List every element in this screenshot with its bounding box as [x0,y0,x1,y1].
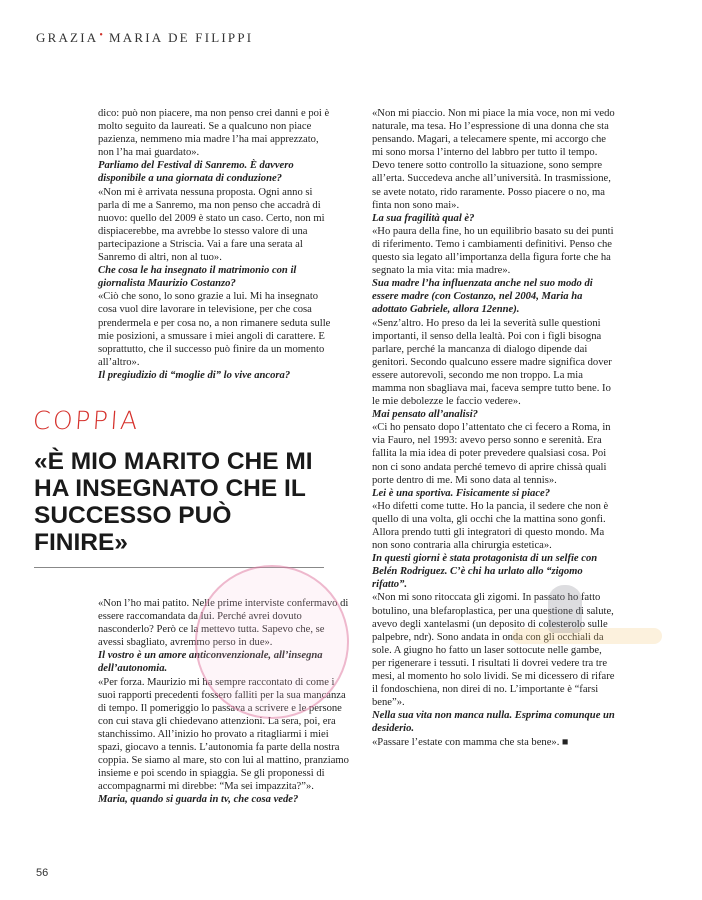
section-label: COPPIA [31,406,141,435]
question-paragraph: Il pregiudizio di “moglie di” lo vive ancora? [98,369,291,381]
magazine-brand: GRAZIA [36,30,99,45]
article-subject: MARIA DE FILIPPI [109,30,254,45]
question-paragraph: In questi giorni è stata protagonista di un selfie con Belén Rodriguez. C’è chi ha urlato allo “zigomo rifatto”. [372,553,598,591]
question-paragraph: Mai pensato all’analisi? [372,409,478,421]
answer-paragraph: «Non l’ho mai patito. Nelle prime interviste confermavo di essere raccomandata da lui. Perché avrei dovuto nasconderlo? Però ce la mettevo tutta. Sapevo che, se avessi sbagliato, avremmo perso in due». [98,598,349,649]
answer-paragraph: «Non mi è arrivata nessuna proposta. Ogni anno si parla di me a Sanremo, ma non penso che accadrà di nuovo: quello del 2009 è stato un caso. Certo, non mi dispiacerebbe, ma avrebbe lo stesso valore di una partecipazione a Striscia. Vai a fare una serata al Sanremo di altri, non al tuo». [98,186,325,264]
answer-paragraph: «Per forza. Maurizio mi ha sempre raccontato di come i suoi rapporti precedenti fossero falliti per la sua mancanza di tempo. Il pomeriggio lo passava a scrivere e le persone con cui stava gli chiedevano attenzioni. La sera, poi, era stanchissimo. All’inizio ho provato a ritagliarmi i miei spazi, giocavo a tennis. L’autonomia fa parte della nostra coppia. Se siamo al mare, sto con lui al mattino, pranziamo insieme e poi scendo in spiaggia. Se gli proponessi di accompagnarmi mi direbbe: “Ma sei impazzita?”». [98,676,349,793]
answer-paragraph: dico: può non piacere, ma non penso crei danni e poi è molto seguito da laureati. Se a qualcuno non piace pazienza, nemmeno mia madre l’ha mai apprezzato, non l’ha mai guardato». [98,108,330,159]
header-dot: • [99,30,106,41]
question-paragraph: Parliamo del Festival di Sanremo. È davvero disponibile a una giornata di conduzione? [98,160,294,185]
headline-divider [34,567,324,568]
question-paragraph: Lei è una sportiva. Fisicamente si piace? [372,487,551,499]
question-paragraph: Nella sua vita non manca nulla. Esprima comunque un desiderio. [372,710,615,735]
answer-paragraph: «Passare l’estate con mamma che sta bene». ■ [372,736,569,748]
answer-paragraph: «Ci ho pensato dopo l’attentato che ci fecero a Roma, in via Fauro, nel 1993: avevo perso sonno e serenità. Era fallita la mia idea di poter prevedere qualsiasi cosa. Poi non ci sono andata perché temevo di aprire chissà quali porte dentro di me. Mi sono data al tennis». [372,422,611,486]
answer-paragraph: «Ho difetti come tutte. Ho la pancia, il sedere che non è quello di una volta, gli occhi che la mattina sono gonfi. Allora prendo tutti gli integratori di questo mondo. Ma non sono contraria alla chirurgia estetica». [372,500,609,552]
answer-paragraph: «Ciò che sono, lo sono grazie a lui. Mi ha insegnato cosa vuol dire lavorare in televisione, per che cosa prendermela e per cosa no, a non rimanere seduta sulle mie posizioni, a smussare i miei angoli di carattere. E soprattutto, che il successo può finire da un momento all’altro». [98,291,331,368]
pull-quote-headline: «È MIO MARITO CHE MI HA INSEGNATO CHE IL SUCCESSO PUÒ FINIRE» [34,448,313,556]
text-column-1 [98,107,336,382]
text-column-3 [372,107,616,749]
page-number: 56 [36,867,49,879]
answer-paragraph: «Non mi sono ritoccata gli zigomi. In passato ho fatto botulino, una blefaroplastica, per una questione di salute, avevo degli xantelasmi (un deposito di colesterolo sulle palpebre, ndr). Sono andata in onda con gli occhiali da sole. A giugno ho fatto un laser sottocute nelle gambe, per rigenerare i tessuti. I risultati li dovrei vedere tra tre mesi, al momento ho solo lividi. Se mi dicessero di rifare il fondoschiena, non direi di no. L’importante è “farsi bene”». [372,592,615,709]
text-column-2 [98,597,350,807]
question-paragraph: La sua fragilità qual è? [372,212,475,224]
question-paragraph: Sua madre l’ha influenzata anche nel suo modo di essere madre (con Costanzo, nel 2004, Maria ha adottato Gabriele, allora 12enne). [372,278,593,316]
question-paragraph: Il vostro è un amore anticonvenzionale, all’insegna dell’autonomia. [98,650,323,675]
answer-paragraph: «Non mi piaccio. Non mi piace la mia voce, non mi vedo naturale, ma tesa. Ho l’espressione di una donna che sta pensando. Magari, a telecamere spente, mi accorgo che mi sono morsa l’interno del labbro per tutto il tempo. Devo tenere sotto controllo la situazione, sono sempre all’erta. Succedeva anche all’università. In trasmissione, se avete notato, rido raramente. Posso piacere o no, ma finta non sono mai». [372,108,615,211]
page-header [36,30,253,46]
answer-paragraph: «Senz’altro. Ho preso da lei la severità sulle questioni importanti, il senso della lealtà. Poi con i figli bisogna parlare, perché la mancanza di dialogo dipende dai genitori. Secondo qualcuno essere madre significa dover essere autorevoli, secondo me non troppo. La mia mamma non sbagliava mai, faceva sempre tutto bene. Io le mie debolezze le faccio vedere». [372,317,612,408]
question-paragraph: Maria, quando si guarda in tv, che cosa vede? [98,794,299,806]
answer-paragraph: «Ho paura della fine, ho un equilibrio basato su dei punti di riferimento. Temo i cambiamenti definitivi. Penso che questo sia legato all’importanza della figura forte che ha segnato la mia vita: mia madre». [372,225,614,277]
question-paragraph: Che cosa le ha insegnato il matrimonio con il giornalista Maurizio Costanzo? [98,265,297,290]
